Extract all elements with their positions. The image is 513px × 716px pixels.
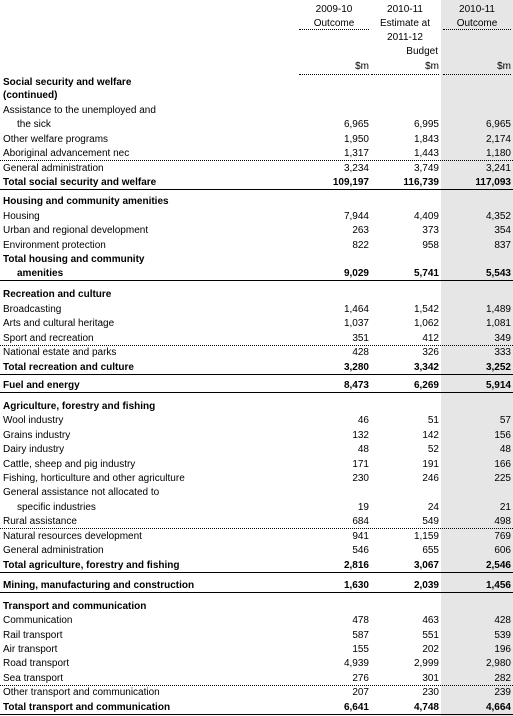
row-label: Fishing, horticulture and other agriculture (3, 473, 185, 484)
col3-unit: $m (497, 61, 511, 72)
row-label: Rural assistance (3, 516, 77, 527)
row-value-col3: 3,252 (485, 362, 511, 373)
row-value-col2: 24 (427, 502, 439, 513)
row-value-col2: 191 (422, 459, 439, 470)
row-value-col2: 51 (427, 415, 439, 426)
row-value-col2: 373 (422, 225, 439, 236)
row-value-col2: 412 (422, 333, 439, 344)
col1-header-year: 2009-10 (315, 4, 353, 15)
row-value-col2: 1,443 (413, 148, 439, 159)
col1-unit: $m (355, 61, 369, 72)
row-value-col1: 2,816 (343, 560, 369, 571)
row-label: Assistance to the unemployed and (3, 105, 156, 116)
row-value-col3: 349 (494, 333, 511, 344)
col1-header-rule (299, 74, 369, 75)
row-value-col1: 3,280 (343, 362, 369, 373)
row-label: Broadcasting (3, 304, 62, 315)
row-value-col2: 655 (422, 545, 439, 556)
row-value-col2: 52 (427, 444, 439, 455)
row-value-col3: 1,081 (485, 318, 511, 329)
row-value-col2: 6,995 (413, 119, 439, 130)
row-label: National estate and parks (3, 347, 117, 358)
row-value-col3: 48 (499, 444, 511, 455)
row-value-col3: 239 (494, 687, 511, 698)
row-value-col3: 2,980 (485, 658, 511, 669)
row-value-col3: 354 (494, 225, 511, 236)
total-rule (0, 572, 513, 573)
row-value-col2: 5,741 (413, 268, 439, 279)
row-label: Dairy industry (3, 444, 65, 455)
total-rule (0, 392, 513, 393)
row-value-col3: 282 (494, 673, 511, 684)
row-value-col2: 958 (422, 240, 439, 251)
row-value-col3: 225 (494, 473, 511, 484)
row-value-col1: 822 (352, 240, 369, 251)
row-label: (continued) (3, 90, 58, 101)
col3-header-year: 2010-11 (459, 4, 495, 15)
row-label: Urban and regional development (3, 225, 149, 236)
row-value-col3: 1,489 (485, 304, 511, 315)
row-value-col2: 301 (422, 673, 439, 684)
row-value-col2: 2,999 (413, 658, 439, 669)
row-value-col1: 109,197 (332, 177, 369, 188)
row-label: Other welfare programs (3, 134, 109, 145)
row-value-col2: 202 (422, 644, 439, 655)
row-label: Housing and community amenities (3, 196, 169, 207)
row-value-col1: 1,464 (343, 304, 369, 315)
total-rule (0, 374, 513, 375)
row-value-col3: 539 (494, 630, 511, 641)
row-value-col2: 1,542 (413, 304, 439, 315)
row-label: Total recreation and culture (3, 362, 134, 373)
row-label: General assistance not allocated to (3, 487, 160, 498)
row-value-col3: 57 (499, 415, 511, 426)
row-label: Sport and recreation (3, 333, 94, 344)
row-value-col2: 142 (422, 430, 439, 441)
row-label: Total transport and communication (3, 702, 171, 713)
row-value-col3: 428 (494, 615, 511, 626)
row-value-col1: 684 (352, 516, 369, 527)
row-label: Mining, manufacturing and construction (3, 580, 195, 591)
row-label: Total social security and welfare (3, 177, 157, 188)
col2-header-year: 2010-11 (387, 4, 423, 15)
row-value-col3: 4,664 (485, 702, 511, 713)
col2-header-line4: Budget (406, 46, 438, 57)
row-value-col2: 230 (422, 687, 439, 698)
row-label: Natural resources development (3, 531, 142, 542)
row-value-col2: 1,843 (413, 134, 439, 145)
row-label: the sick (17, 119, 51, 130)
row-value-col3: 769 (494, 531, 511, 542)
row-value-col2: 1,062 (413, 318, 439, 329)
col2-unit: $m (425, 61, 439, 72)
row-value-col2: 246 (422, 473, 439, 484)
row-value-col3: 837 (494, 240, 511, 251)
row-label: Air transport (3, 644, 58, 655)
row-value-col3: 1,456 (485, 580, 511, 591)
row-label: Environment protection (3, 240, 106, 251)
row-label: Grains industry (3, 430, 71, 441)
row-value-col1: 48 (357, 444, 369, 455)
row-label: Social security and welfare (3, 77, 132, 88)
row-value-col3: 1,180 (485, 148, 511, 159)
row-value-col1: 263 (352, 225, 369, 236)
total-rule (0, 189, 513, 190)
row-value-col3: 21 (499, 502, 511, 513)
row-value-col3: 117,093 (475, 177, 511, 188)
row-value-col2: 2,039 (413, 580, 439, 591)
row-value-col1: 1,630 (343, 580, 369, 591)
row-label: Housing (3, 211, 40, 222)
row-value-col1: 428 (352, 347, 369, 358)
row-value-col2: 326 (422, 347, 439, 358)
row-value-col2: 551 (422, 630, 439, 641)
row-label: Total housing and community (3, 254, 145, 265)
row-value-col2: 3,749 (413, 163, 439, 174)
row-value-col3: 3,241 (485, 163, 511, 174)
row-value-col3: 4,352 (485, 211, 511, 222)
row-label: Transport and communication (3, 601, 147, 612)
total-rule (0, 592, 513, 593)
row-value-col1: 276 (352, 673, 369, 684)
row-value-col2: 4,409 (413, 211, 439, 222)
row-label: Sea transport (3, 673, 64, 684)
row-label: Total agriculture, forestry and fishing (3, 560, 180, 571)
row-label: General administration (3, 545, 104, 556)
row-value-col1: 1,037 (343, 318, 369, 329)
row-value-col2: 3,342 (413, 362, 439, 373)
row-value-col1: 9,029 (343, 268, 369, 279)
row-value-col3: 156 (494, 430, 511, 441)
row-value-col3: 2,546 (485, 560, 511, 571)
row-value-col1: 155 (352, 644, 369, 655)
col2-header-line2: Estimate at (379, 18, 431, 29)
row-value-col1: 46 (357, 415, 369, 426)
row-value-col1: 132 (352, 430, 369, 441)
row-label: Road transport (3, 658, 70, 669)
row-value-col1: 207 (352, 687, 369, 698)
row-value-col1: 587 (352, 630, 369, 641)
row-value-col1: 478 (352, 615, 369, 626)
row-value-col2: 1,159 (413, 531, 439, 542)
row-label: specific industries (17, 502, 96, 513)
row-label: Other transport and communication (3, 687, 160, 698)
row-separator (0, 160, 513, 161)
row-label: Communication (3, 615, 73, 626)
row-label: Arts and cultural heritage (3, 318, 115, 329)
row-separator (0, 528, 513, 529)
col1-header-top-rule (299, 29, 369, 30)
row-value-col3: 498 (494, 516, 511, 527)
col3-header-top-rule (443, 29, 511, 30)
row-value-col1: 1,317 (343, 148, 369, 159)
row-value-col3: 333 (494, 347, 511, 358)
row-label: amenities (17, 268, 64, 279)
row-label: Wool industry (3, 415, 64, 426)
row-value-col1: 546 (352, 545, 369, 556)
row-label: Aboriginal advancement nec (3, 148, 130, 159)
col3-header-rule (443, 74, 511, 75)
col1-header-type: Outcome (313, 18, 355, 29)
row-value-col1: 19 (357, 502, 369, 513)
row-value-col1: 351 (352, 333, 369, 344)
row-value-col3: 166 (494, 459, 511, 470)
total-rule (0, 714, 513, 715)
row-value-col1: 230 (352, 473, 369, 484)
row-value-col1: 3,234 (343, 163, 369, 174)
total-rule (0, 280, 513, 281)
row-value-col1: 6,641 (343, 702, 369, 713)
row-value-col2: 463 (422, 615, 439, 626)
row-value-col3: 2,174 (485, 134, 511, 145)
col3-header-type: Outcome (456, 18, 498, 29)
row-label: Cattle, sheep and pig industry (3, 459, 136, 470)
row-value-col3: 196 (494, 644, 511, 655)
row-value-col1: 4,939 (343, 658, 369, 669)
row-value-col3: 6,965 (485, 119, 511, 130)
col2-header-line3: 2011-12 (387, 32, 423, 43)
row-label: General administration (3, 163, 104, 174)
row-label: Agriculture, forestry and fishing (3, 401, 156, 412)
row-value-col3: 5,543 (485, 268, 511, 279)
row-value-col1: 941 (352, 531, 369, 542)
row-label: Rail transport (3, 630, 63, 641)
row-value-col2: 549 (422, 516, 439, 527)
row-value-col1: 8,473 (343, 380, 369, 391)
row-value-col1: 7,944 (343, 211, 369, 222)
row-value-col1: 6,965 (343, 119, 369, 130)
row-value-col2: 6,269 (413, 380, 439, 391)
row-value-col2: 3,067 (413, 560, 439, 571)
row-label: Recreation and culture (3, 289, 112, 300)
col2-header-rule (371, 74, 439, 75)
row-value-col3: 606 (494, 545, 511, 556)
row-value-col2: 4,748 (413, 702, 439, 713)
row-value-col1: 171 (352, 459, 369, 470)
row-value-col3: 5,914 (485, 380, 511, 391)
row-value-col1: 1,950 (343, 134, 369, 145)
row-value-col2: 116,739 (403, 177, 439, 188)
row-label: Fuel and energy (3, 380, 80, 391)
